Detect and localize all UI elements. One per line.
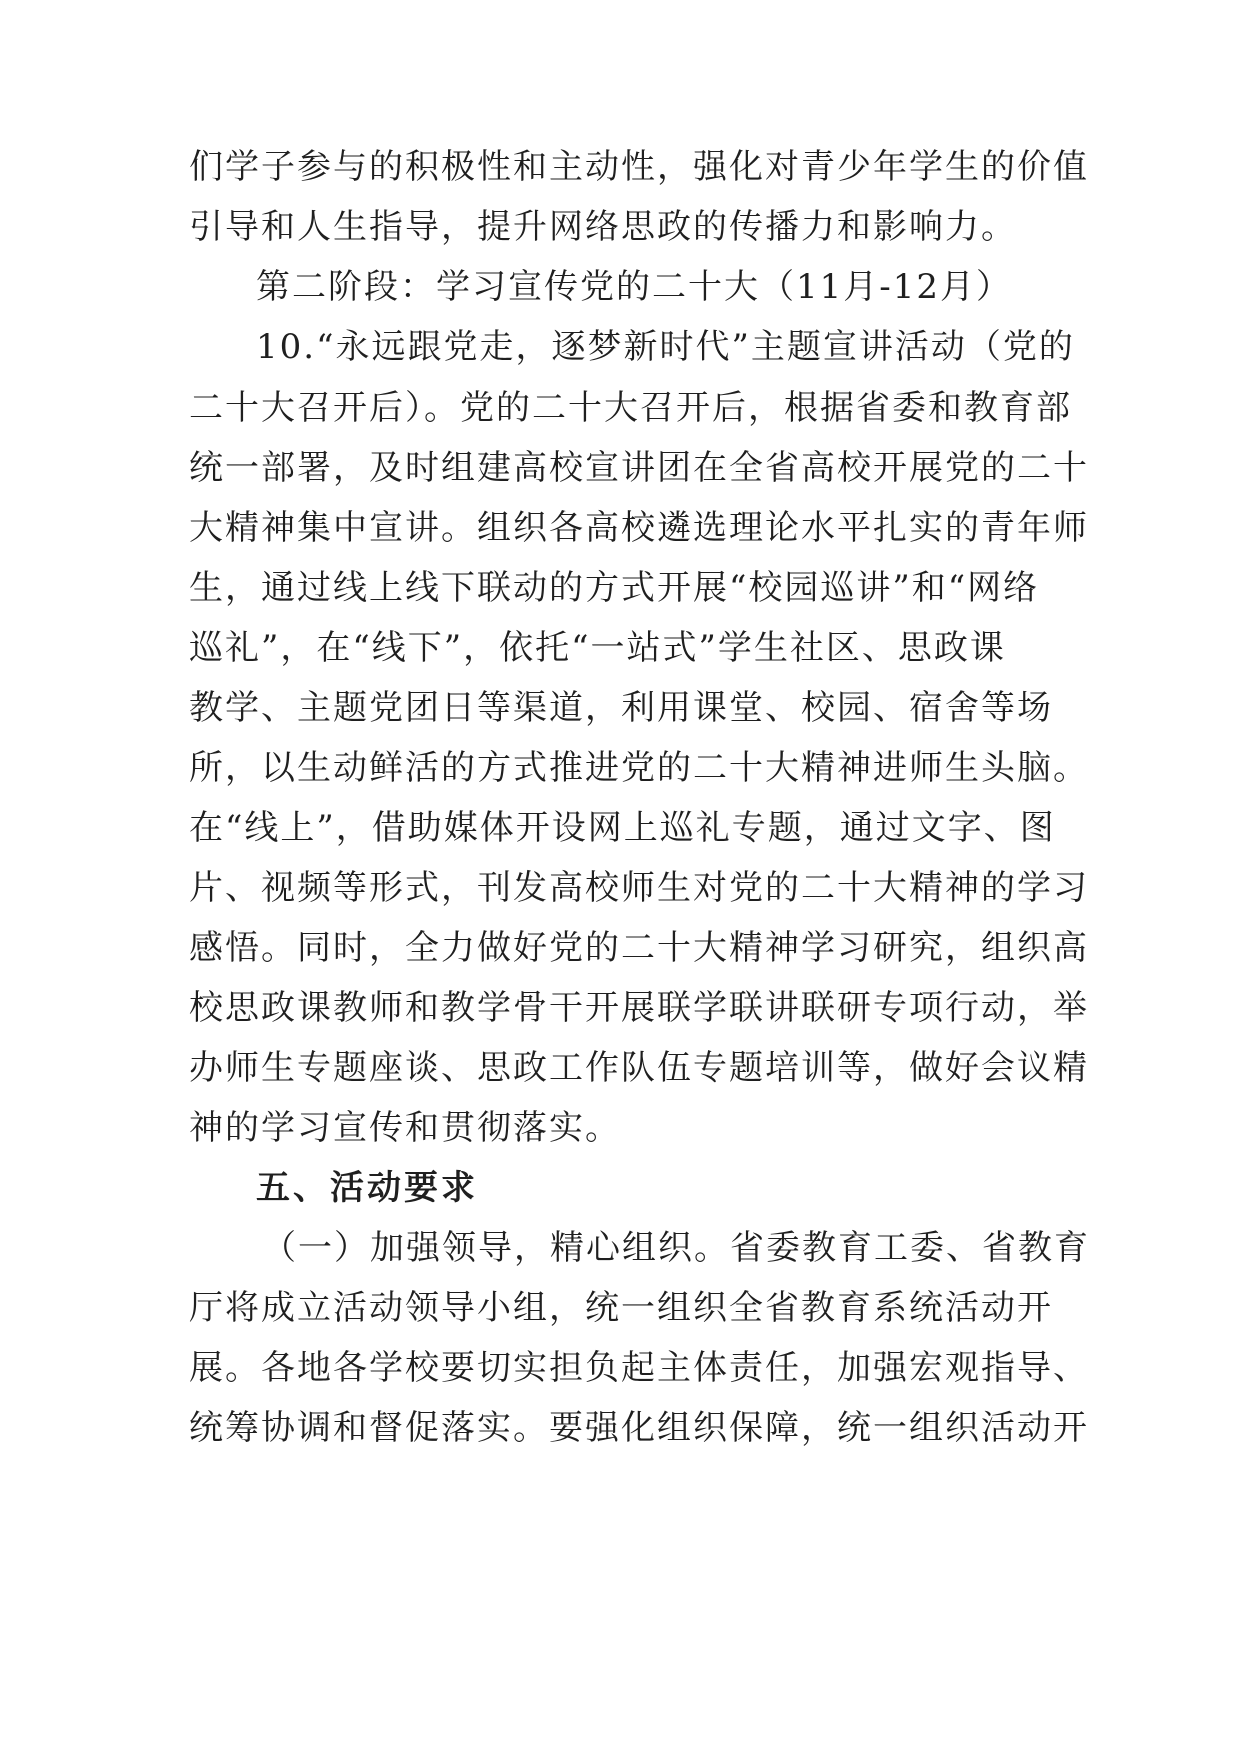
body-text-line: 在“线上”，借助媒体开设网上巡礼专题，通过文字、图 xyxy=(189,808,1056,848)
body-text-line: （一）加强领导，精心组织。省委教育工委、省教育 xyxy=(262,1228,1090,1268)
body-text-line: 10.“永远跟党走，逐梦新时代”主题宣讲活动（党的 xyxy=(256,327,1075,367)
body-text-line: 校思政课教师和教学骨干开展联学联讲联研专项行动，举 xyxy=(189,988,1089,1028)
body-text-line: 二十大召开后）。党的二十大召开后，根据省委和教育部 xyxy=(189,388,1072,428)
body-text-line: 生，通过线上线下联动的方式开展“校园巡讲”和“网络 xyxy=(189,568,1040,608)
body-text-line: 厅将成立活动领导小组，统一组织全省教育系统活动开 xyxy=(189,1288,1053,1328)
body-text-line: 神的学习宣传和贯彻落实。 xyxy=(189,1108,621,1148)
body-text-line: 统筹协调和督促落实。要强化组织保障，统一组织活动开 xyxy=(189,1408,1089,1448)
body-text-line: 统一部署，及时组建高校宣讲团在全省高校开展党的二十 xyxy=(189,448,1089,488)
body-text-line: 展。各地各学校要切实担负起主体责任，加强宏观指导、 xyxy=(189,1348,1089,1388)
body-text-line: 办师生专题座谈、思政工作队伍专题培训等，做好会议精 xyxy=(189,1048,1089,1088)
body-text-line: 巡礼”，在“线下”，依托“一站式”学生社区、思政课 xyxy=(189,628,1006,668)
body-text-line: 们学子参与的积极性和主动性，强化对青少年学生的价值 xyxy=(189,147,1089,187)
body-text-line: 大精神集中宣讲。组织各高校遴选理论水平扎实的青年师 xyxy=(189,508,1089,548)
section-heading: 五、活动要求 xyxy=(256,1168,478,1208)
body-text-line: 教学、主题党团日等渠道，利用课堂、校园、宿舍等场 xyxy=(189,688,1053,728)
body-text-line: 引导和人生指导，提升网络思政的传播力和影响力。 xyxy=(189,207,1017,247)
body-text-line: 片、视频等形式，刊发高校师生对党的二十大精神的学习 xyxy=(189,868,1089,908)
body-text-line: 所，以生动鲜活的方式推进党的二十大精神进师生头脑。 xyxy=(189,748,1089,788)
body-text-line: 感悟。同时，全力做好党的二十大精神学习研究，组织高 xyxy=(189,928,1089,968)
section-stage-heading: 第二阶段：学习宣传党的二十大（11月-12月） xyxy=(256,267,1013,307)
